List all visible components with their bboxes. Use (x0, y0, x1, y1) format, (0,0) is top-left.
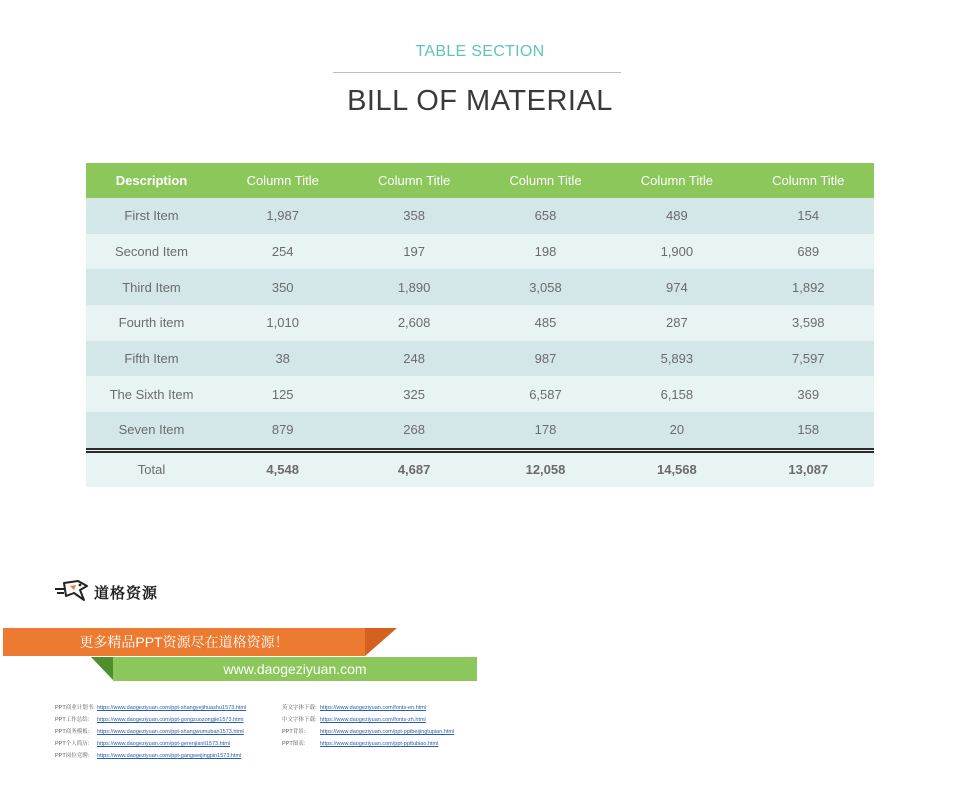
resource-link[interactable]: https://www.daogeziyuan.com/fonts-zh.html (320, 717, 426, 723)
table-cell: 369 (743, 376, 874, 412)
table-row (86, 234, 874, 270)
table-cell: 7,597 (743, 341, 874, 377)
table-cell: 658 (480, 198, 611, 234)
table-cell: 350 (217, 269, 348, 305)
table-cell: 38 (217, 341, 348, 377)
resource-link[interactable]: https://www.daogeziyuan.com/ppt-shangwumuban1573.html (97, 729, 244, 735)
resource-links-left (55, 702, 246, 762)
link-row (55, 714, 246, 726)
table-cell: 1,890 (348, 269, 479, 305)
table-cell: 1,987 (217, 198, 348, 234)
title-divider (333, 72, 621, 73)
page-title: BILL OF MATERIAL (347, 85, 613, 117)
row-label: Fifth Item (86, 341, 217, 377)
row-label: Fourth item (86, 305, 217, 341)
resource-link[interactable]: https://www.daogeziyuan.com/ppt-gerenjianli1573.html (97, 741, 230, 747)
link-row (282, 714, 454, 726)
table-cell: 987 (480, 341, 611, 377)
brand-name: 道格资源 (94, 585, 159, 602)
table-cell: 689 (743, 234, 874, 270)
table-cell: 125 (217, 376, 348, 412)
promo-banner-tip (365, 628, 397, 656)
table-row (86, 412, 874, 450)
table-cell: 325 (348, 376, 479, 412)
column-header: Column Title (743, 163, 874, 198)
table-cell: 1,010 (217, 305, 348, 341)
link-label: PPT工作总结: (55, 717, 90, 723)
table-cell: 268 (348, 412, 479, 450)
link-label: PPT个人简历: (55, 741, 90, 747)
link-row (55, 726, 246, 738)
table-total-row (86, 450, 874, 487)
row-label: Second Item (86, 234, 217, 270)
resource-link[interactable]: https://www.daogeziyuan.com/ppt-pptbeijingtupian.html (320, 729, 455, 735)
site-url-banner[interactable]: www.daogeziyuan.com (113, 657, 477, 681)
site-banner-fold (91, 657, 113, 680)
link-label: PPT岗位竞聘: (55, 753, 90, 759)
row-label: Third Item (86, 269, 217, 305)
table-cell: 879 (217, 412, 348, 450)
link-label: 英文字体下载: (282, 705, 317, 711)
table-cell: 1,900 (611, 234, 742, 270)
total-cell: 13,087 (743, 450, 874, 487)
table-cell: 2,608 (348, 305, 479, 341)
resource-link[interactable]: https://www.daogeziyuan.com/ppt-shangyejihuashu1573.html (97, 705, 247, 711)
column-header: Column Title (480, 163, 611, 198)
resource-link[interactable]: https://www.daogeziyuan.com/ppt-ppttubiao.html (320, 741, 439, 747)
table-cell: 178 (480, 412, 611, 450)
resource-link[interactable]: https://www.daogeziyuan.com/fonts-en.html (320, 705, 427, 711)
table-cell: 485 (480, 305, 611, 341)
total-cell: 4,687 (348, 450, 479, 487)
section-label: TABLE SECTION (415, 43, 545, 60)
table-cell: 3,598 (743, 305, 874, 341)
row-label: First Item (86, 198, 217, 234)
row-label: Seven Item (86, 412, 217, 450)
link-label: 中文字体下载: (282, 717, 317, 723)
total-label: Total (86, 450, 217, 487)
link-row (55, 738, 246, 750)
total-cell: 12,058 (480, 450, 611, 487)
bill-of-material-table (86, 163, 874, 487)
table-row (86, 305, 874, 341)
resource-link[interactable]: https://www.daogeziyuan.com/ppt-gangweijingpin1573.html (97, 753, 242, 759)
link-label: PPT商业计划书: (55, 705, 95, 711)
link-row (282, 726, 454, 738)
table-row (86, 376, 874, 412)
table-cell: 1,892 (743, 269, 874, 305)
table-cell: 197 (348, 234, 479, 270)
link-row (55, 750, 246, 762)
table-cell: 254 (217, 234, 348, 270)
table-row (86, 341, 874, 377)
link-row (282, 738, 454, 750)
total-cell: 14,568 (611, 450, 742, 487)
resource-link[interactable]: https://www.daogeziyuan.com/ppt-gongzuozongjie1573.html (97, 717, 244, 723)
table-cell: 20 (611, 412, 742, 450)
link-label: PPT图表: (282, 741, 306, 747)
promo-banner: 更多精品PPT资源尽在道格资源！ (3, 628, 365, 656)
brand-logo (54, 578, 158, 607)
table-cell: 198 (480, 234, 611, 270)
column-header: Column Title (217, 163, 348, 198)
table-cell: 248 (348, 341, 479, 377)
table-cell: 6,587 (480, 376, 611, 412)
table-cell: 974 (611, 269, 742, 305)
column-header: Column Title (348, 163, 479, 198)
column-header-description: Description (86, 163, 217, 198)
table-cell: 489 (611, 198, 742, 234)
table-cell: 158 (743, 412, 874, 450)
row-label: The Sixth Item (86, 376, 217, 412)
table-cell: 154 (743, 198, 874, 234)
table-cell: 6,158 (611, 376, 742, 412)
table-header-row (86, 163, 874, 198)
total-cell: 4,548 (217, 450, 348, 487)
table-cell: 5,893 (611, 341, 742, 377)
table-cell: 358 (348, 198, 479, 234)
bird-icon (54, 578, 90, 607)
link-row (282, 702, 454, 714)
table-row (86, 269, 874, 305)
table-row (86, 198, 874, 234)
link-row (55, 702, 246, 714)
table-cell: 287 (611, 305, 742, 341)
column-header: Column Title (611, 163, 742, 198)
table-cell: 3,058 (480, 269, 611, 305)
resource-links-right (282, 702, 454, 750)
link-label: PPT商务模板: (55, 729, 90, 735)
link-label: PPT背景: (282, 729, 306, 735)
